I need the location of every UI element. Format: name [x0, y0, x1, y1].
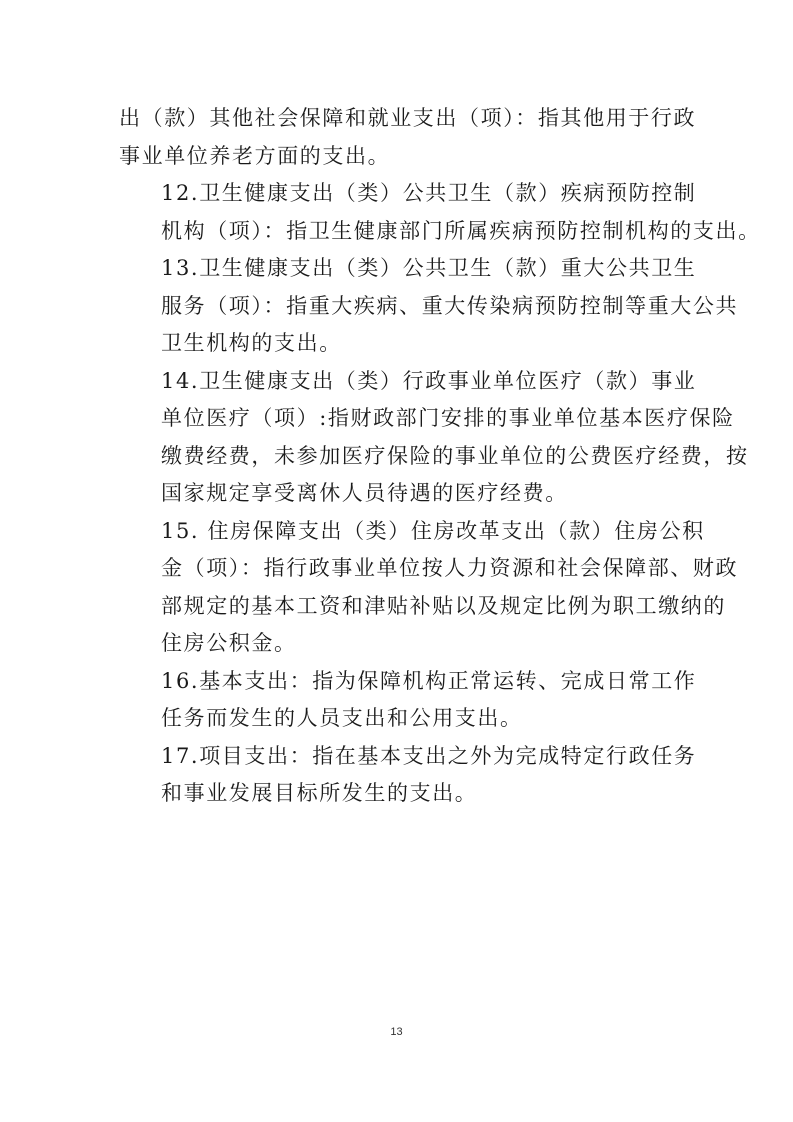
text-line: 12.卫生健康支出（类）公共卫生（款）疾病预防控制 [161, 181, 697, 205]
text-line: 单位医疗（项）:指财政部门安排的事业单位基本医疗保险 [161, 406, 735, 430]
text-line: 卫生机构的支出。 [161, 331, 342, 355]
paragraph [119, 513, 739, 663]
text-line: 缴费经费，未参加医疗保险的事业单位的公费医疗经费，按 [161, 443, 749, 468]
text-line: 任务而发生的人员支出和公用支出。 [161, 706, 523, 730]
paragraph [119, 250, 739, 363]
paragraph [119, 175, 761, 250]
paragraph [119, 663, 697, 738]
paragraph [119, 738, 697, 813]
text-line: 15. 住房保障支出（类）住房改革支出（款）住房公积 [161, 518, 705, 543]
text-line: 和事业发展目标所发生的支出。 [161, 781, 478, 805]
text-line: 事业单位养老方面的支出。 [119, 143, 391, 168]
text-line: 14.卫生健康支出（类）行政事业单位医疗（款）事业 [161, 368, 697, 393]
paragraph [119, 363, 749, 513]
paragraph [119, 100, 697, 175]
text-line: 出（款）其他社会保障和就业支出（项）：指其他用于行政 [119, 106, 697, 130]
text-line: 17.项目支出：指在基本支出之外为完成特定行政任务 [161, 743, 697, 768]
text-line: 服务（项）：指重大疾病、重大传染病预防控制等重大公共 [161, 293, 739, 318]
document-body [119, 100, 761, 813]
page-number: 13 [390, 1026, 403, 1038]
text-line: 金（项）：指行政事业单位按人力资源和社会保障部、财政 [161, 556, 739, 580]
text-line: 13.卫生健康支出（类）公共卫生（款）重大公共卫生 [161, 256, 697, 280]
text-line: 国家规定享受离休人员待遇的医疗经费。 [161, 481, 568, 505]
text-line: 部规定的基本工资和津贴补贴以及规定比例为职工缴纳的 [161, 593, 726, 618]
text-line: 住房公积金。 [161, 631, 297, 655]
text-line: 机构（项）：指卫生健康部门所属疾病预防控制机构的支出。 [161, 218, 761, 243]
text-line: 16.基本支出：指为保障机构正常运转、完成日常工作 [161, 668, 697, 693]
